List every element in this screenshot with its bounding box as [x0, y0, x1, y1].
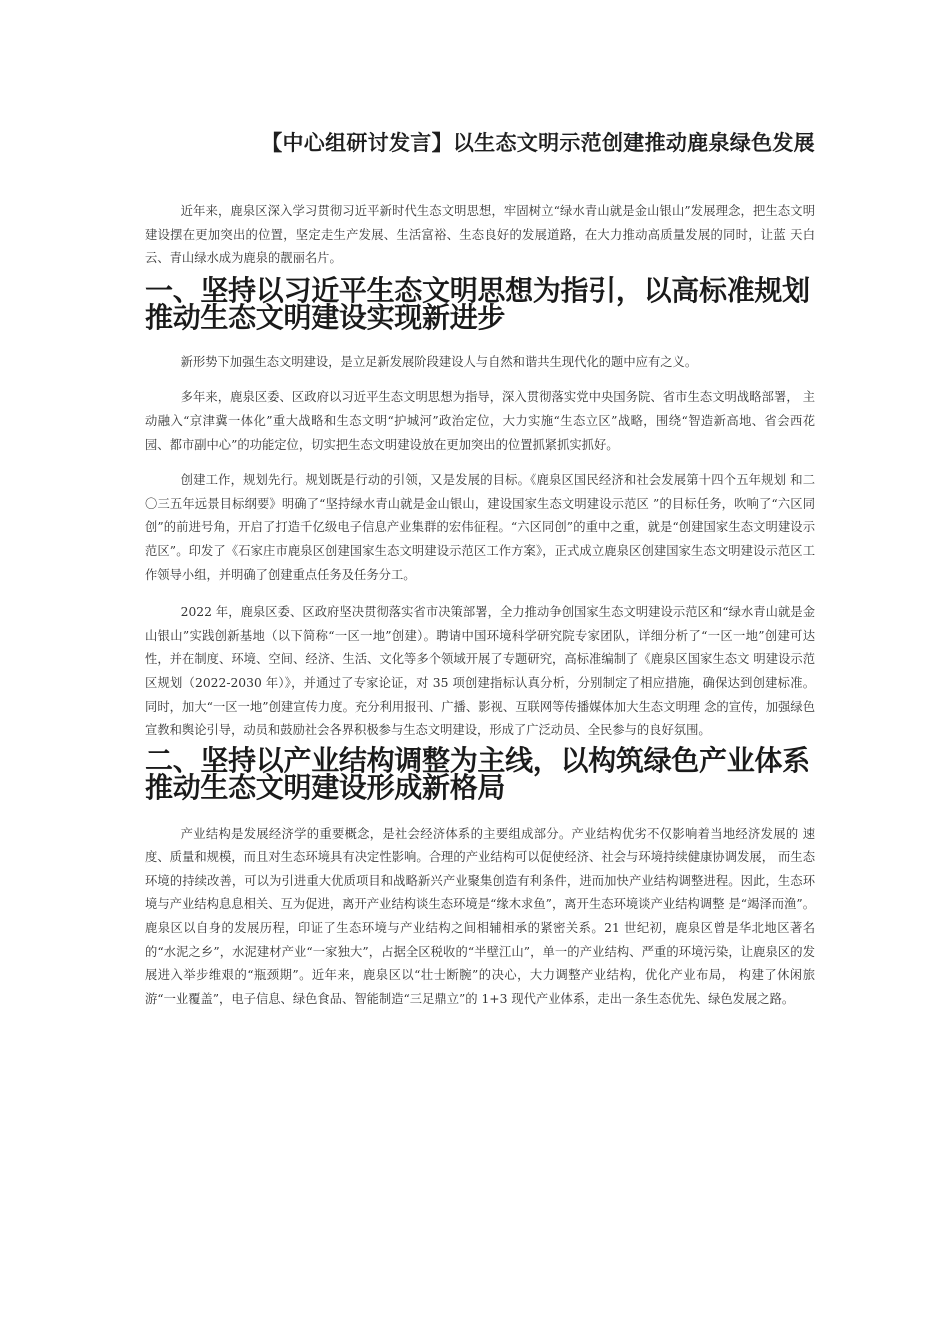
intro-paragraph: 近年来，鹿泉区深入学习贯彻习近平新时代生态文明思想，牢固树立“绿水青山就是金山银山”发展理念，把生态文明建设摆在更加突出的位置，坚定走生产发展、生活富裕、生态良好的发展道路，在大力推动高质量发展的同时，让蓝 天白云、青山绿水成为鹿泉的靓丽名片。	[145, 204, 815, 266]
section-2-heading-wrap	[145, 743, 815, 804]
paragraph-gap	[145, 374, 815, 386]
document-body	[145, 200, 815, 1011]
paragraph-gap	[145, 457, 815, 469]
section-1-paragraph-3: 创建工作，规划先行。规划既是行动的引领，又是发展的目标。《鹿泉区国民经济和社会发展第十四个五年规划 和二〇三五年远景目标纲要》明确了“坚持绿水青山就是金山银山，建设国家生态文明建设示范区 ”的目标任务，吹响了“六区同创”的前进号角，开启了打造千亿级电子信息产业集群的宏伟征程。“六区同创”的重中之重，就是“创建国家生态文明建设示范区”。印发了《石家庄市鹿泉区创建国家生态文明建设示范区工作方案》，正式成立鹿泉区创建国家生态文明建设示范区工作领导小组，并明确了创建重点任务及任务分工。	[145, 473, 815, 582]
section-1-paragraph-2: 多年来，鹿泉区委、区政府以习近平生态文明思想为指导，深入贯彻落实党中央国务院、省市生态文明战略部署， 主动融入“京津冀一体化”重大战略和生态文明“护城河”政治定位，大力实施“生态立区”战略，围绕“智造新高地、省会西花 园、都市副中心”的功能定位，切实把生态文明建设放在更加突出的位置抓紧抓实抓好。	[145, 390, 815, 452]
section-1-paragraph-4: 2022 年，鹿泉区委、区政府坚决贯彻落实省市决策部署，全力推动争创国家生态文明建设示范区和“绿水青山就是金山银山”实践创新基地（以下简称“一区一地”创建）。聘请中国环境科学研究院专家团队，详细分析了“一区一地”创建可达性，并在制度、环境、空间、经济、生活、文化等多个领域开展了专题研究，高标准编制了《鹿泉区国家生态文 明建设示范区规划（2022-2030 年）》，并通过了专家论证，对 35 项创建指标认真分析，分别制定了相应措施，确保达到创建标准。同时，加大“一区一地”创建宣传力度。充分利用报刊、广播、影视、互联网等传播媒体加大生态文明理 念的宣传，加强绿色宣教和舆论引导，动员和鼓励社会各界积极参与生态文明建设，形成了广泛动员、全民参与的良好氛围。	[145, 605, 815, 738]
section-2-heading: 二、坚持以产业结构调整为主线，以构筑绿色产业体系推动生态文明建设形成新格局	[145, 743, 810, 804]
paragraph-gap	[145, 587, 815, 601]
section-1-paragraph-1: 新形势下加强生态文明建设，是立足新发展阶段建设人与自然和谐共生现代化的题中应有之义。	[180, 354, 698, 369]
section-1-heading: 一、坚持以习近平生态文明思想为指引，以高标准规划推动生态文明建设实现新进步	[145, 273, 810, 334]
document-title: 【中心组研讨发言】以生态文明示范创建推动鹿泉绿色发展	[261, 131, 815, 155]
section-1-heading-wrap	[145, 273, 815, 334]
section-2-paragraph-1: 产业结构是发展经济学的重要概念，是社会经济体系的主要组成部分。产业结构优劣不仅影响着当地经济发展的 速度、质量和规模，而且对生态环境具有决定性影响。合理的产业结构可以促使经济、社会与环境持续健康协调发展， 而生态环境的持续改善，可以为引进重大优质项目和战略新兴产业聚集创造有利条件，进而加快产业结构调整进程。因此，生态环境与产业结构息息相关、互为促进，离开产业结构谈生态环境是“缘木求鱼”，离开生态环境谈产业结构调整 是“竭泽而渔”。鹿泉区以自身的发展历程，印证了生态环境与产业结构之间相辅相承的紧密关系。21 世纪初，鹿泉区曾是华北地区著名的“水泥之乡”，水泥建材产业“一家独大”，占据全区税收的“半壁江山”，单一的产业结构、严重的环境污染，让鹿泉区的发展进入举步维艰的“瓶颈期”。近年来，鹿泉区以“壮士断腕”的决心，大力调整产业结构，优化产业布局， 构建了休闲旅游“一业覆盖”，电子信息、绿色食品、智能制造“三足鼎立”的 1+3 现代产业体系，走出一条生态优先、绿色发展之路。	[145, 826, 815, 1006]
